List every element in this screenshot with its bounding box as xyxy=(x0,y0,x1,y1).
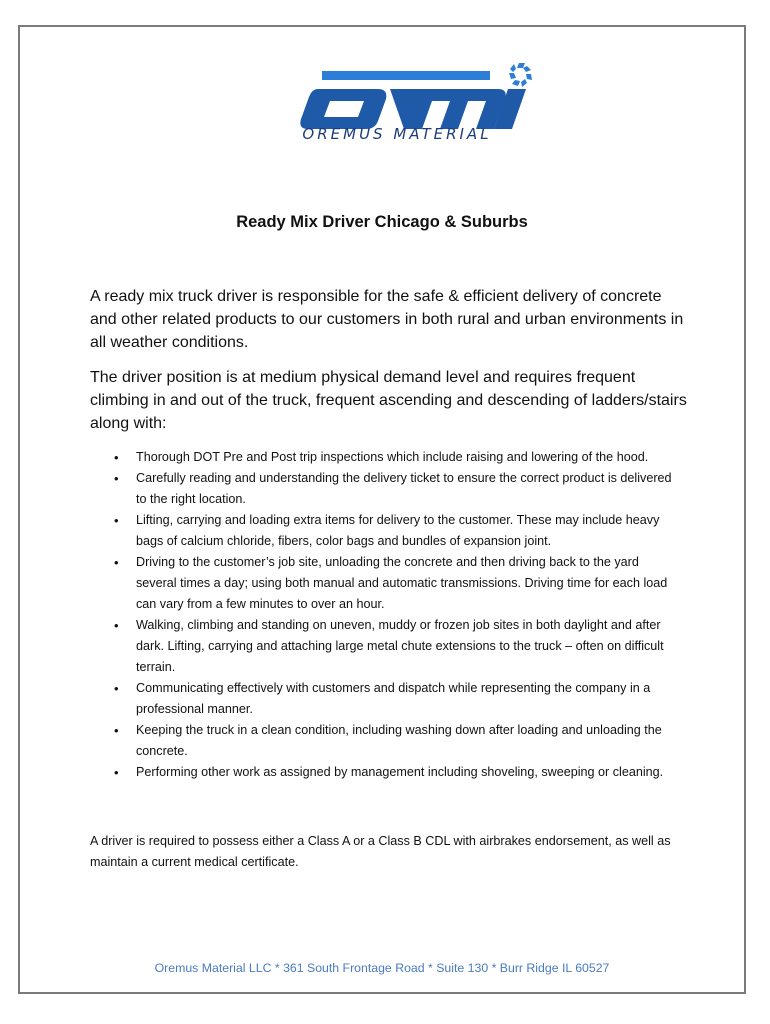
physical-demand-paragraph: The driver position is at medium physical demand level and requires frequent climbing in and out of the truck, frequent ascending and descending of ladders/stairs along with: xyxy=(90,369,687,432)
list-item: • Communicating effectively with customers and dispatch while representing the company in a professional manner. xyxy=(100,678,680,720)
company-wordmark: OREMUS MATERIAL xyxy=(302,125,492,143)
list-item: • Driving to the customer’s job site, unloading the concrete and then driving back to the yard several times a day; using both manual and automatic transmissions. Driving time for each load can vary from a few minutes to over an hour. xyxy=(100,552,680,615)
list-item: • Carefully reading and understanding the delivery ticket to ensure the correct product is delivered to the right location. xyxy=(100,468,680,510)
list-item: • Lifting, carrying and loading extra items for delivery to the customer. These may include heavy bags of calcium chloride, fibers, color bags and bundles of expansion joint. xyxy=(100,510,680,552)
closing-paragraph: A driver is required to possess either a Class A or a Class B CDL with airbrakes endorsement, as well as maintain a current medical certificate. xyxy=(90,834,671,869)
list-item: • Performing other work as assigned by management including shoveling, sweeping or cleaning. xyxy=(100,762,680,783)
document-page xyxy=(18,25,746,994)
list-item: • Walking, climbing and standing on uneven, muddy or frozen job sites in both daylight and after dark. Lifting, carrying and attaching large metal chute extensions to the truck – often on difficult terrain. xyxy=(100,615,680,678)
job-title: Ready Mix Driver Chicago & Suburbs xyxy=(236,213,528,231)
footer-address: Oremus Material LLC * 361 South Frontage Road * Suite 130 * Burr Ridge IL 60527 xyxy=(154,961,610,975)
list-item: • Thorough DOT Pre and Post trip inspections which include raising and lowering of the hood. xyxy=(100,447,680,468)
requirements-list xyxy=(100,447,680,783)
intro-paragraph: A ready mix truck driver is responsible for the safe & efficient delivery of concrete and other related products to our customers in both rural and urban environments in all weather conditions. xyxy=(90,288,684,351)
list-item: • Keeping the truck in a clean condition, including washing down after loading and unloading the concrete. xyxy=(100,720,680,762)
